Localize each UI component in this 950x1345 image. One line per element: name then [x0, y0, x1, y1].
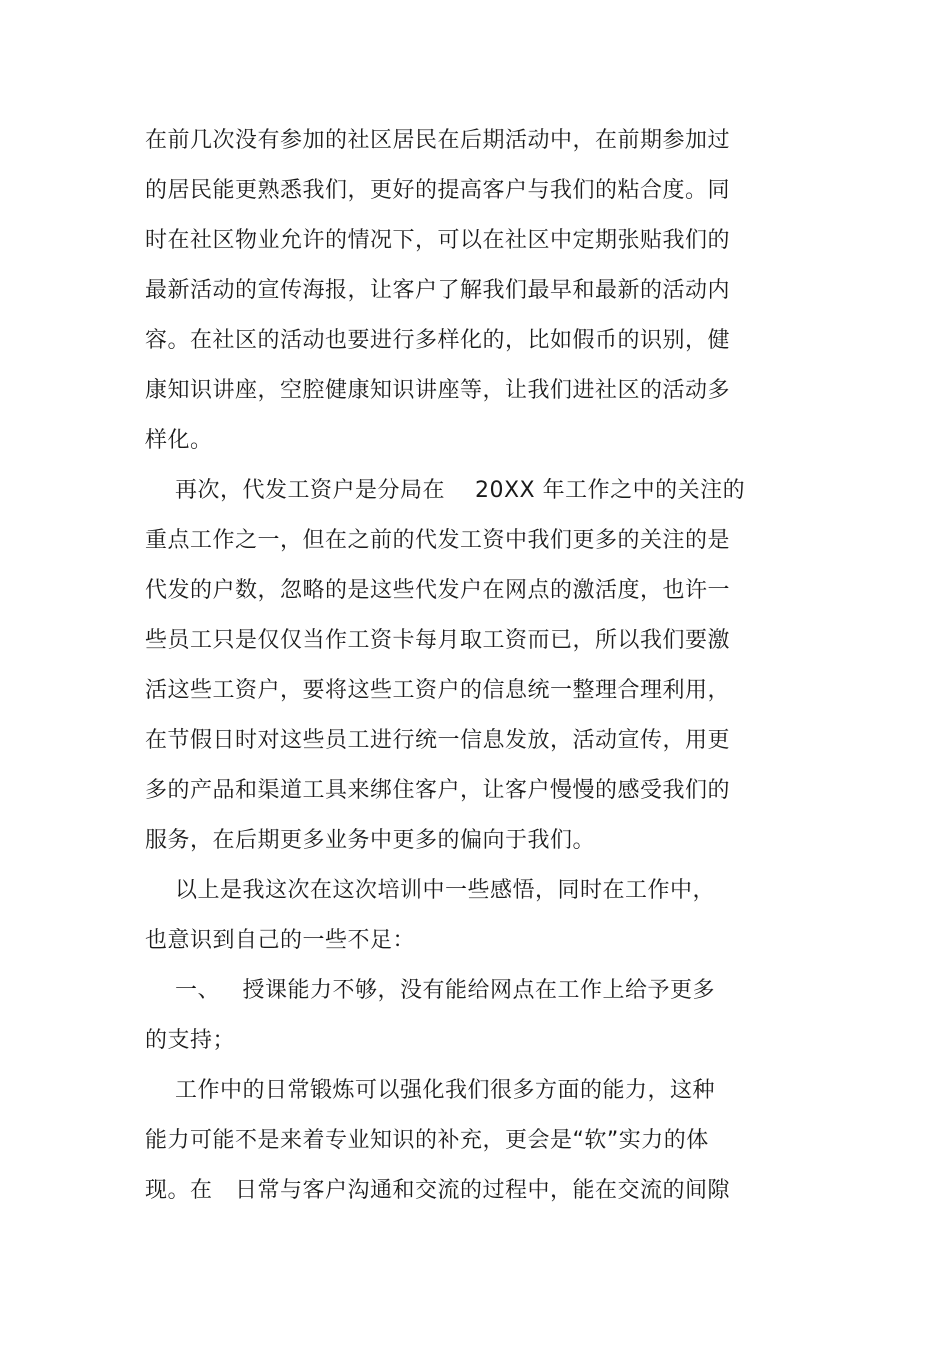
text-line: 时在社区物业允许的情况下，可以在社区中定期张贴我们的: [145, 228, 731, 253]
text-line: 在节假日时对这些员工进行统一信息发放，活动宣传，用更: [145, 728, 731, 753]
text-line: 康知识讲座，空腔健康知识讲座等，让我们进社区的活动多: [145, 378, 731, 403]
text-line: 也意识到自己的一些不足：: [145, 928, 416, 953]
text-line: 的支持；: [145, 1028, 236, 1053]
text-line: 在前几次没有参加的社区居民在后期活动中，在前期参加过: [145, 128, 731, 153]
text-line: 代发的户数，忽略的是这些代发户在网点的激活度，也许一: [145, 578, 731, 603]
text-line: 容。在社区的活动也要进行多样化的，比如假币的识别，健: [145, 328, 731, 353]
text-line: 现。在 日常与客户沟通和交流的过程中，能在交流的间隙: [145, 1178, 730, 1203]
text-line: 活这些工资户，要将这些工资户的信息统一整理合理利用，: [145, 678, 731, 703]
text-line: 工作中的日常锻炼可以强化我们很多方面的能力，这种: [145, 1078, 715, 1103]
text-line: 一、 授课能力不够，没有能给网点在工作上给予更多: [145, 978, 715, 1003]
text-line: 以上是我这次在这次培训中一些感悟，同时在工作中，: [145, 878, 715, 903]
text-line: 再次，代发工资户是分局在 20XX 年工作之中的关注的: [145, 478, 746, 503]
text-line: 能力可能不是来着专业知识的补充，更会是“软”实力的体: [145, 1128, 709, 1153]
text-line: 样化。: [145, 428, 213, 453]
text-line: 的居民能更熟悉我们，更好的提高客户与我们的粘合度。同: [145, 178, 731, 203]
text-line: 些员工只是仅仅当作工资卡每月取工资而已，所以我们要激: [145, 628, 731, 653]
text-line: 重点工作之一，但在之前的代发工资中我们更多的关注的是: [145, 528, 731, 553]
text-line: 最新活动的宣传海报，让客户了解我们最早和最新的活动内: [145, 278, 731, 303]
text-line: 服务，在后期更多业务中更多的偏向于我们。: [145, 828, 596, 853]
text-line: 多的产品和渠道工具来绑住客户，让客户慢慢的感受我们的: [145, 778, 731, 803]
